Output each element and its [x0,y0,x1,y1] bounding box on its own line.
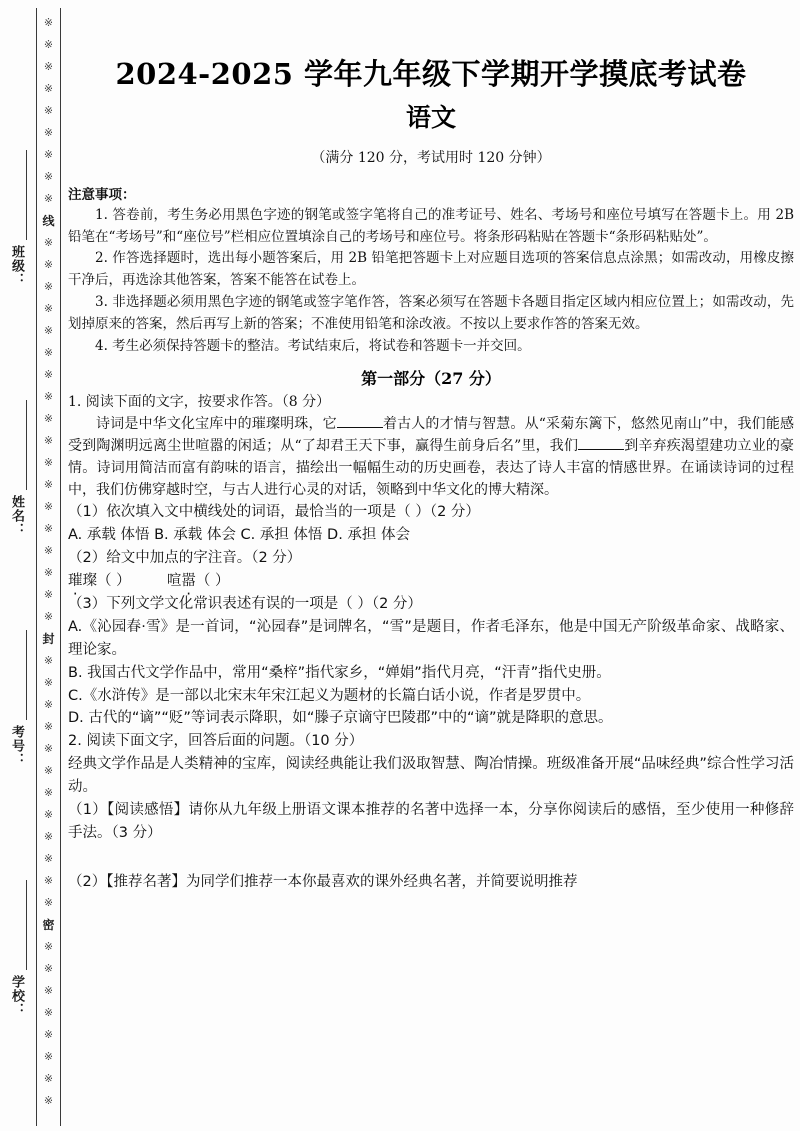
word-gap [123,573,167,589]
seal-column-right-rule [60,8,61,1126]
page-title: 2024-2025 学年九年级下学期开学摸底考试卷 [115,57,747,91]
part-one-heading: 第一部分（27 分） [361,368,501,388]
seal-mark: ※ [43,588,54,601]
seal-mark: ※ [43,852,54,865]
seal-mark: ※ [43,1094,54,1107]
seal-mark: ※ [43,544,54,557]
blank-fill-2 [578,449,624,450]
option-c: C.《水浒传》是一部以北宋末年宋江起义为题材的长篇白话小说，作者是罗贯中。 [68,687,591,704]
seal-mark: ※ [43,720,54,733]
passage-segment-c: 到辛弃疾渴望建功立业的豪情。诗词用简洁而富有韵味的语言，描绘出一幅幅生动的历史画卷，表达了诗人丰富的情感世界。在诵读诗词的过程中，我们仿佛穿越时空，与古人进行心灵的对话，领略到中华文化的博大精深。 [68,437,795,499]
class-field-rule [26,150,27,240]
seal-mark: ※ [43,170,54,183]
seal-mark: ※ [43,302,54,315]
seal-mark: ※ [43,764,54,777]
question-2-stem: 2. 阅读下面文字，回答后面的问题。（10 分） [68,733,364,750]
passage-segment-a: 诗词是中华文化宝库中的璀璨明珠，它 [96,415,337,432]
option-d: D. 古代的“谪”“贬”等词表示降职，如“滕子京谪守巴陵郡”中的“谪”就是降职的意思。 [68,710,613,727]
question-1-sub-1-options: A. 承载 体悟 B. 承载 体会 C. 承担 体悟 D. 承担 体会 [68,527,411,544]
dotted-char-xiao: 嚣 [181,573,196,590]
notice-item: 1. 答卷前，考生务必用黑色字迹的钢笔或签字笔将自己的准考证号、姓名、考场号和座位号填写在答题卡上。用 2B 铅笔在“考场号”和“座位号”栏相应位置填涂自己的考场号和座位号。将条形码粘贴在答题卡“条形码粘贴处”。 [68,206,794,245]
class-field-label: 班级： [9,245,24,287]
seal-mark: ※ [43,60,54,73]
pinyin-blank-2: （ ） [195,573,230,590]
seal-mark: ※ [43,280,54,293]
question-1-stem: 1. 阅读下面的文字，按要求作答。（8 分） [68,393,331,410]
seal-mark: ※ [43,786,54,799]
seal-mark: ※ [43,984,54,997]
seal-mark: ※ [43,1050,54,1063]
seal-mark: ※ [43,610,54,623]
seal-mark: ※ [43,566,54,579]
seal-mark: ※ [43,522,54,535]
seal-mark: ※ [43,126,54,139]
school-field-rule [26,880,27,970]
seal-word: 密 [42,918,55,932]
name-field-label: 姓名： [9,495,24,537]
seal-mark: ※ [43,82,54,95]
seal-mark: ※ [43,896,54,909]
score-time-line: （满分 120 分，考试用时 120 分钟） [311,149,551,166]
seal-mark: ※ [43,148,54,161]
seal-mark: ※ [43,962,54,975]
exam-number-field-rule [26,630,27,720]
dotted-char-cui: 璀 [68,573,83,590]
answer-space [68,845,794,871]
seal-mark: ※ [43,940,54,953]
option-a: A.《沁园春·雪》是一首词，“沁园春”是词牌名，“雪”是题目，作者毛泽东，他是中国无产阶级革命家、战略家、理论家。 [68,618,794,658]
seal-mark: ※ [43,808,54,821]
passage-segment-b: 着古人的才情与智慧。从“采菊东篱下，悠然见南山”中，我们能感受到陶渊明远离尘世喧嚣的闲适；从“了却君王天下事，赢得生前身后名”里，我们 [68,415,794,454]
seal-mark: ※ [43,874,54,887]
seal-mark: ※ [43,390,54,403]
seal-mark: ※ [43,434,54,447]
seal-mark: ※ [43,104,54,117]
char-xuan: 喧 [166,573,182,590]
seal-mark: ※ [43,830,54,843]
seal-mark: ※ [43,1072,54,1085]
seal-mark: ※ [43,16,54,29]
notice-item: 4. 考生必须保持答题卡的整洁。考试结束后，将试卷和答题卡一并交回。 [95,337,531,354]
seal-mark: ※ [43,1028,54,1041]
question-1-passage [68,413,794,501]
notice-item: 2. 作答选择题时，选出每小题答案后，用 2B 铅笔把答题卡上对应题目选项的答案信息点涂黑；如需改动，用橡皮擦干净后，再选涂其他答案，答案不能答在试卷上。 [68,250,794,289]
seal-mark: ※ [43,412,54,425]
seal-mark: ※ [43,500,54,513]
seal-word: 线 [42,214,55,228]
seal-mark: ※ [43,478,54,491]
seal-mark: ※ [43,324,54,337]
seal-margin-area [0,0,66,1131]
name-field-rule [26,400,27,490]
seal-mark: ※ [43,236,54,249]
seal-mark: ※ [43,654,54,667]
seal-mark: ※ [43,258,54,271]
blank-fill-1 [337,427,383,428]
exam-number-field-label: 考号： [9,725,24,767]
seal-mark: ※ [43,192,54,205]
question-1-sub-3-stem: （3）下列文学文化常识表述有误的一项是（ ）（2 分） [68,595,422,612]
paper-body [68,0,794,1131]
question-1-sub-2-words [68,570,794,593]
notice-heading: 注意事项： [68,186,136,203]
question-2-sub-2: （2）【推荐名著】为同学们推荐一本你最喜欢的课外经典名著，并简要说明推荐 [68,873,578,890]
seal-mark: ※ [43,698,54,711]
seal-mark: ※ [43,368,54,381]
seal-mark: ※ [43,1006,54,1019]
question-2-sub-1: （1）【阅读感悟】请你从九年级上册语文课本推荐的名著中选择一本，分享你阅读后的感悟，至少使用一种修辞手法。（3 分） [68,802,794,841]
question-1-sub-2-stem: （2）给文中加点的字注音。（2 分） [68,550,302,567]
option-b: B. 我国古代文学作品中，常用“桑梓”指代家乡，“婵娟”指代月亮，“汗青”指代史册。 [68,664,611,681]
seal-mark: ※ [43,742,54,755]
question-1-sub-1-stem: （1）依次填入文中横线处的词语，最恰当的一项是（ ）（2 分） [68,504,480,521]
seal-word: 封 [42,632,55,646]
seal-mark: ※ [43,456,54,469]
notice-item: 3. 非选择题必须用黑色字迹的钢笔或签字笔作答，答案必须写在答题卡各题目指定区域内相应位置上；如需改动，先划掉原来的答案，然后再写上新的答案；不准使用铅笔和涂改液。不按以上要求作答的答案无效。 [68,294,794,333]
question-2-passage: 经典文学作品是人类精神的宝库，阅读经典能让我们汲取智慧、陶冶情操。班级准备开展“品味经典”综合性学习活动。 [68,756,794,796]
school-field-label: 学校： [9,975,24,1017]
seal-mark: ※ [43,38,54,51]
seal-mark: ※ [43,676,54,689]
seal-column-left-rule [36,8,37,1126]
seal-mark: ※ [43,346,54,359]
pinyin-blank-1: 璨（ ） [82,573,124,590]
subject-title: 语文 [405,103,456,133]
seal-mark-column [38,12,59,1124]
